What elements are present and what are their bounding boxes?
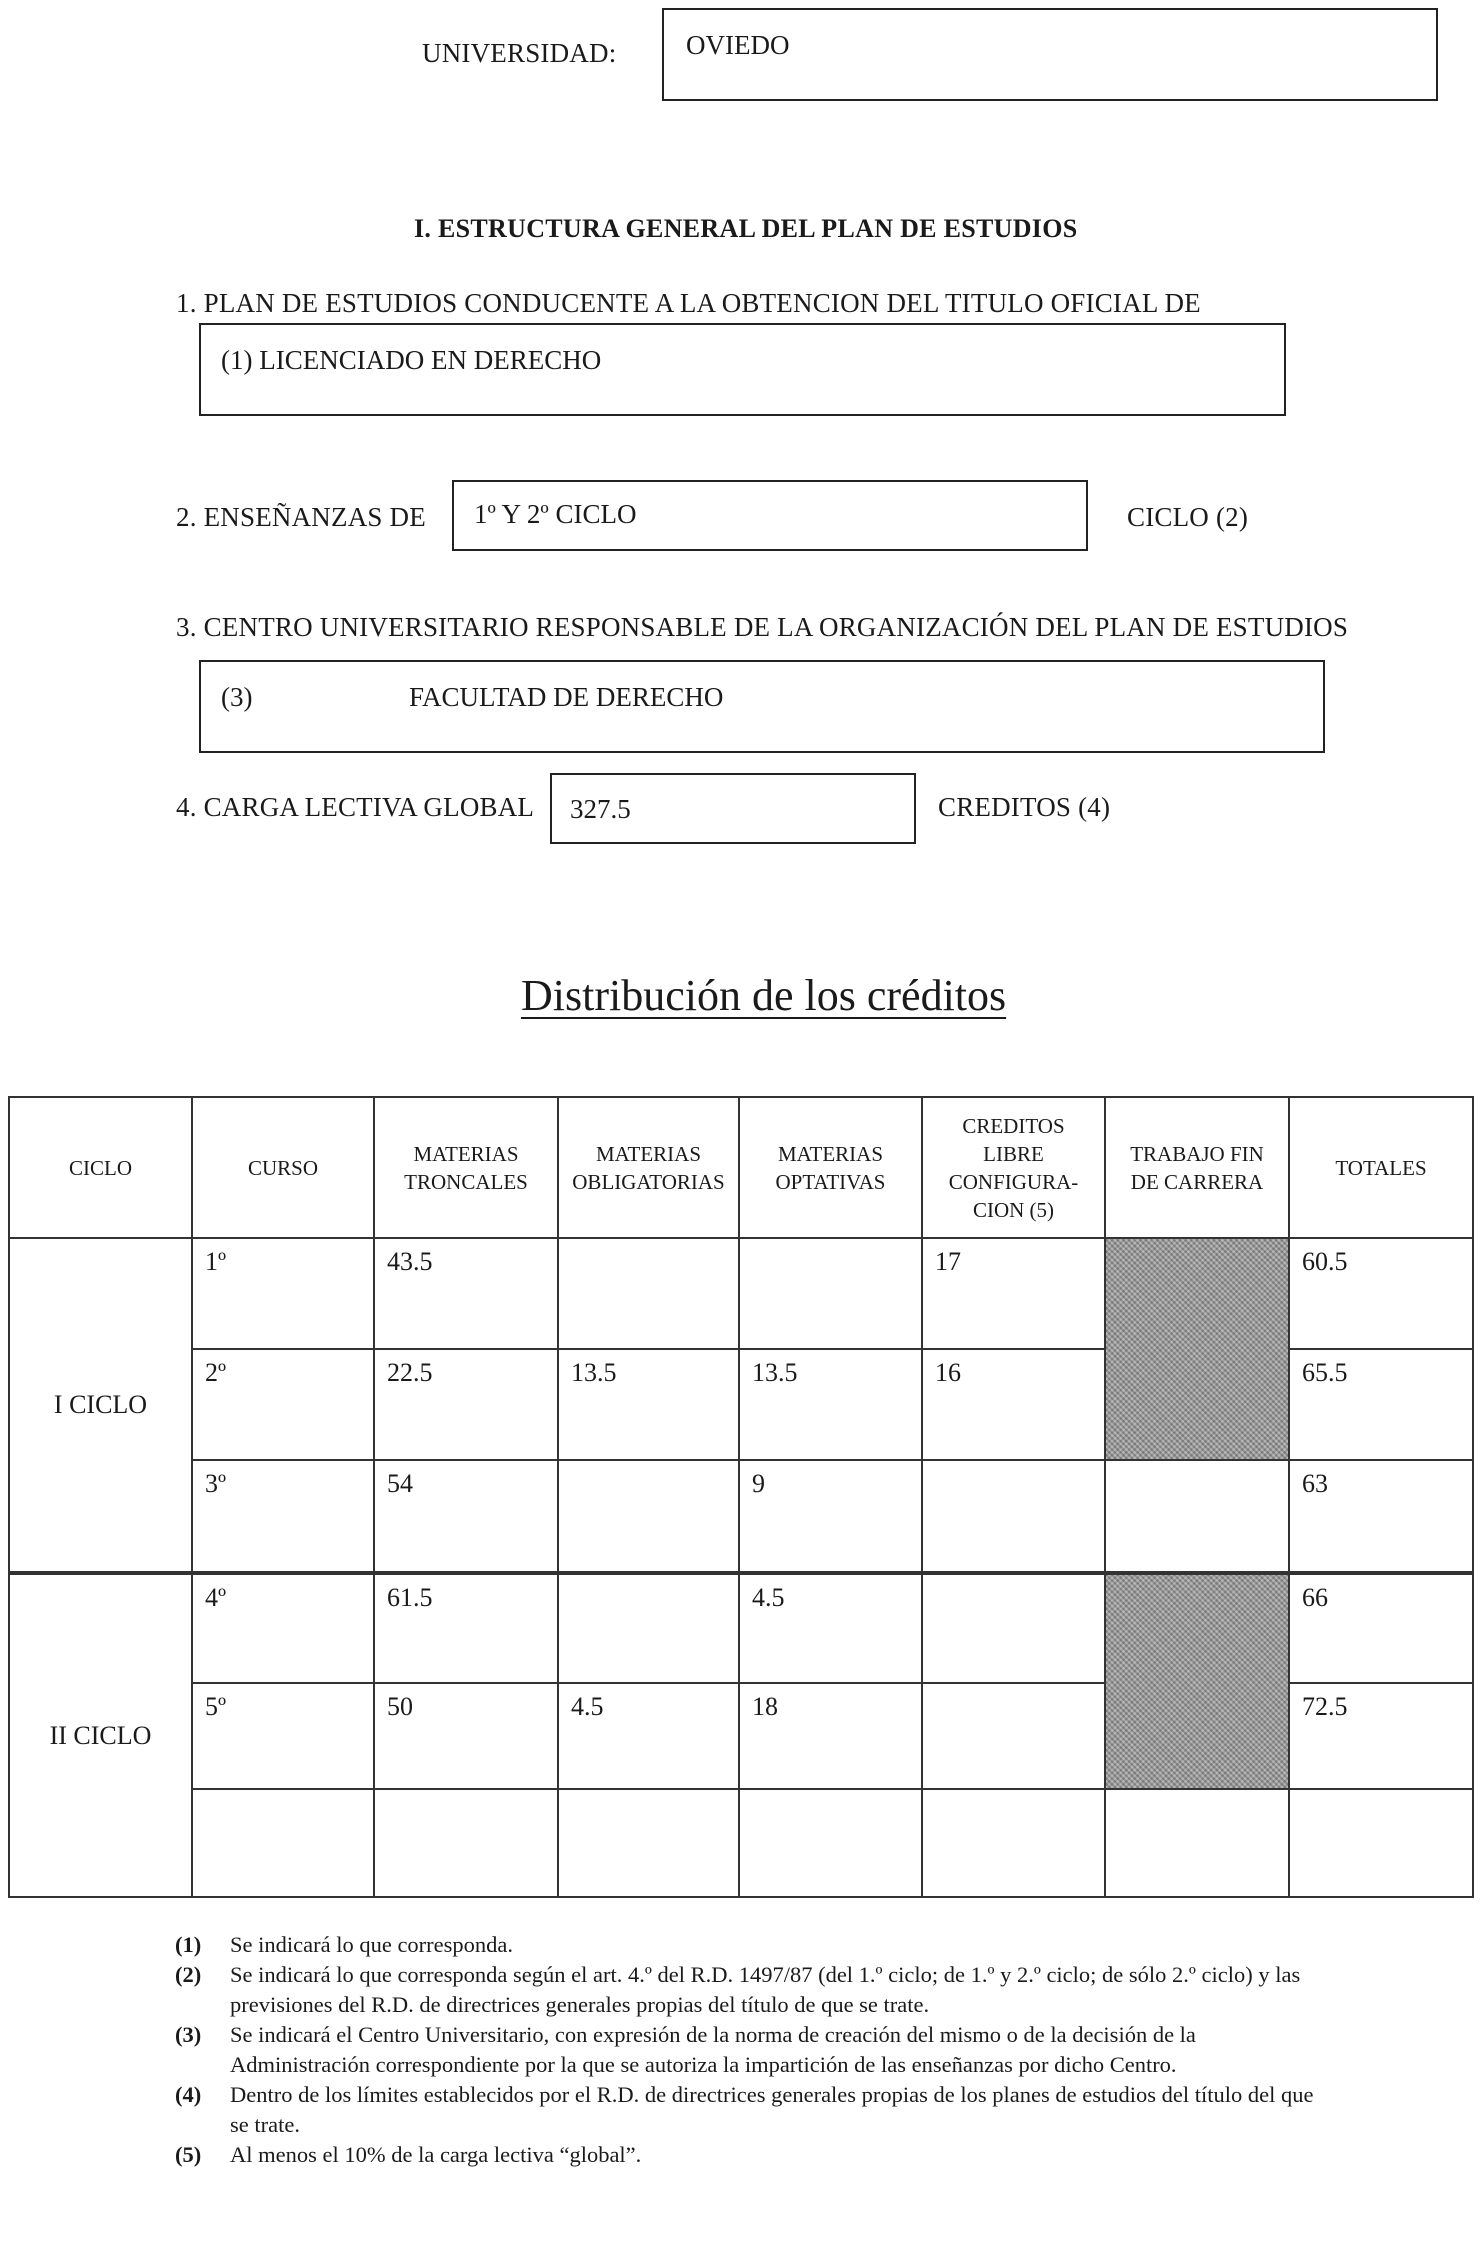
section-title: I. ESTRUCTURA GENERAL DEL PLAN DE ESTUDIOS xyxy=(414,214,1078,243)
curso-cell: 5º xyxy=(192,1683,374,1789)
item2-suffix: CICLO (2) xyxy=(1127,502,1249,532)
obligatorias-cell: 4.5 xyxy=(558,1683,739,1789)
item2-label: 2. ENSEÑANZAS DE xyxy=(176,502,426,532)
obligatorias-cell xyxy=(558,1238,739,1349)
universidad-label: UNIVERSIDAD: xyxy=(422,38,617,68)
obligatorias-cell xyxy=(558,1573,739,1683)
totales-cell: 60.5 xyxy=(1289,1238,1473,1349)
optativas-cell xyxy=(739,1238,922,1349)
titulo-value: (1) LICENCIADO EN DERECHO xyxy=(221,345,602,375)
footnote-number: (4) xyxy=(175,2082,202,2107)
universidad-value: OVIEDO xyxy=(686,30,790,60)
trabajo-shaded-cell xyxy=(1105,1573,1289,1789)
totales-cell: 72.5 xyxy=(1289,1683,1473,1789)
ensenanzas-value: 1º Y 2º CICLO xyxy=(474,499,637,529)
item4-label: 4. CARGA LECTIVA GLOBAL xyxy=(176,792,535,822)
table-row xyxy=(9,1573,1473,1683)
header-obligatorias: MATERIAS OBLIGATORIAS xyxy=(558,1097,739,1238)
footnote xyxy=(175,1960,1325,2020)
titulo-field xyxy=(199,323,1286,416)
curso-cell: 1º xyxy=(192,1238,374,1349)
centro-ref: (3) xyxy=(221,682,253,712)
optativas-cell: 13.5 xyxy=(739,1349,922,1460)
footnote-text: Se indicará lo que corresponda. xyxy=(230,1932,514,1957)
libre-cell xyxy=(922,1683,1105,1789)
optativas-cell: 18 xyxy=(739,1683,922,1789)
libre-cell xyxy=(922,1789,1105,1897)
table-header-row xyxy=(9,1097,1473,1238)
centro-field xyxy=(199,660,1325,753)
header-curso: CURSO xyxy=(192,1097,374,1238)
curso-cell xyxy=(192,1789,374,1897)
curso-cell: 3º xyxy=(192,1460,374,1573)
curso-cell: 4º xyxy=(192,1573,374,1683)
footnotes xyxy=(175,1930,1325,2170)
libre-cell xyxy=(922,1460,1105,1573)
header-trabajo: TRABAJO FIN DE CARRERA xyxy=(1105,1097,1289,1238)
centro-value: FACULTAD DE DERECHO xyxy=(409,682,724,712)
footnote-number: (5) xyxy=(175,2142,202,2167)
footnote-text: Se indicará el Centro Universitario, con expresión de la norma de creación del mismo o de la decisión de la Administración correspondiente por la que se autoriza la impartición de las enseñanzas por dicho Centro. xyxy=(230,2022,1196,2077)
footnote xyxy=(175,2020,1325,2080)
header-totales: TOTALES xyxy=(1289,1097,1473,1238)
footnote xyxy=(175,1930,1325,1960)
troncales-cell: 54 xyxy=(374,1460,558,1573)
obligatorias-cell: 13.5 xyxy=(558,1349,739,1460)
distribution-title: Distribución de los créditos xyxy=(521,971,1007,1020)
curso-cell: 2º xyxy=(192,1349,374,1460)
carga-field xyxy=(550,773,916,844)
troncales-cell: 50 xyxy=(374,1683,558,1789)
troncales-cell xyxy=(374,1789,558,1897)
universidad-field xyxy=(662,8,1438,101)
optativas-cell xyxy=(739,1789,922,1897)
totales-cell: 65.5 xyxy=(1289,1349,1473,1460)
trabajo-shaded-cell xyxy=(1105,1238,1289,1460)
totales-cell xyxy=(1289,1789,1473,1897)
footnote-text: Dentro de los límites establecidos por el R.D. de directrices generales propias de los planes de estudios del título del que se trate. xyxy=(230,2082,1314,2137)
troncales-cell: 61.5 xyxy=(374,1573,558,1683)
item3-label: 3. CENTRO UNIVERSITARIO RESPONSABLE DE LA ORGANIZACIÓN DEL PLAN DE ESTUDIOS xyxy=(176,612,1349,642)
troncales-cell: 43.5 xyxy=(374,1238,558,1349)
item1-label: 1. PLAN DE ESTUDIOS CONDUCENTE A LA OBTENCION DEL TITULO OFICIAL DE xyxy=(176,288,1201,318)
header-libre: CREDITOS LIBRE CONFIGURA- CION (5) xyxy=(922,1097,1105,1238)
totales-cell: 63 xyxy=(1289,1460,1473,1573)
header-optativas: MATERIAS OPTATIVAS xyxy=(739,1097,922,1238)
credits-table xyxy=(8,1096,1474,1898)
ciclo-1-label: I CICLO xyxy=(9,1238,192,1573)
libre-cell: 17 xyxy=(922,1238,1105,1349)
footnote xyxy=(175,2080,1325,2140)
footnote-number: (1) xyxy=(175,1932,202,1957)
obligatorias-cell xyxy=(558,1789,739,1897)
ciclo-2-label: II CICLO xyxy=(9,1573,192,1897)
ensenanzas-field xyxy=(452,480,1088,551)
carga-value: 327.5 xyxy=(570,794,631,824)
table-row xyxy=(9,1789,1473,1897)
trabajo-cell xyxy=(1105,1789,1289,1897)
footnote-text: Al menos el 10% de la carga lectiva “global”. xyxy=(230,2142,642,2167)
table-row xyxy=(9,1238,1473,1349)
header-ciclo: CICLO xyxy=(9,1097,192,1238)
footnote-text: Se indicará lo que corresponda según el art. 4.º del R.D. 1497/87 (del 1.º ciclo; de 1.º y 2.º ciclo; de sólo 2.º ciclo) y las previsiones del R.D. de directrices generales propias del título de que se trate. xyxy=(230,1962,1301,2017)
optativas-cell: 9 xyxy=(739,1460,922,1573)
trabajo-cell xyxy=(1105,1460,1289,1573)
footnote xyxy=(175,2140,1325,2170)
obligatorias-cell xyxy=(558,1460,739,1573)
header-troncales: MATERIAS TRONCALES xyxy=(374,1097,558,1238)
libre-cell: 16 xyxy=(922,1349,1105,1460)
optativas-cell: 4.5 xyxy=(739,1573,922,1683)
libre-cell xyxy=(922,1573,1105,1683)
table-row xyxy=(9,1460,1473,1573)
troncales-cell: 22.5 xyxy=(374,1349,558,1460)
footnote-number: (2) xyxy=(175,1962,202,1987)
item4-suffix: CREDITOS (4) xyxy=(938,792,1111,822)
totales-cell: 66 xyxy=(1289,1573,1473,1683)
footnote-number: (3) xyxy=(175,2022,202,2047)
